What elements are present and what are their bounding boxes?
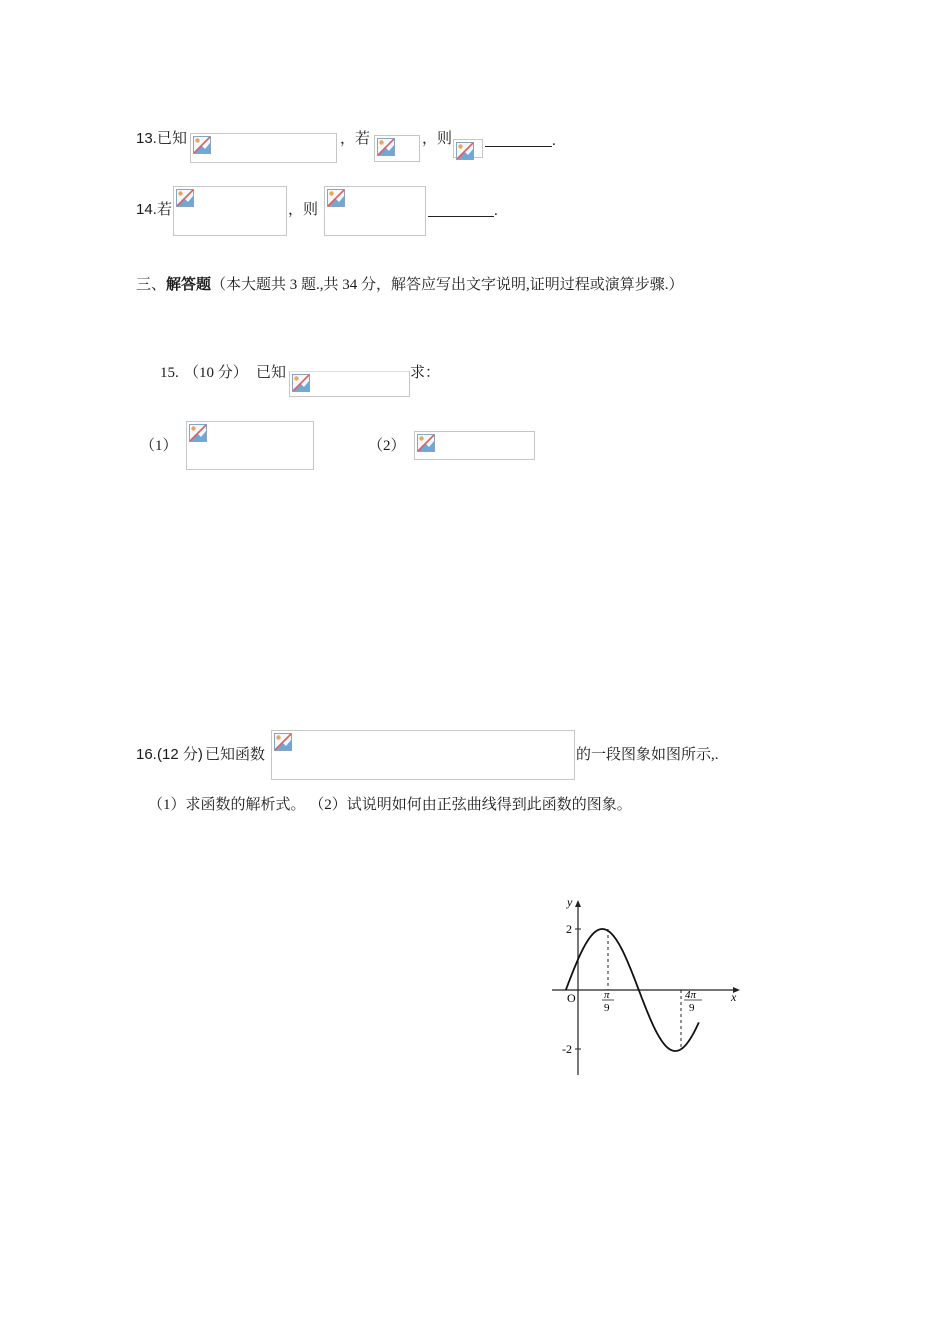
broken-image-icon: [193, 136, 211, 154]
q15-part-1-label: （1）: [140, 438, 178, 454]
y-tick-label-2: 2: [566, 922, 572, 936]
x-axis-label: x: [731, 990, 737, 1004]
x-tick-2-denominator: 9: [689, 1002, 695, 1014]
section-3-title: 解答题: [166, 277, 212, 293]
broken-image-icon: [176, 189, 194, 207]
q14-lead-text: 若: [157, 202, 173, 218]
broken-image-icon: [292, 374, 310, 392]
q14-end-period: .: [494, 203, 498, 219]
sine-graph: [540, 890, 755, 1085]
section-3-description: （本大题共 3 题.,共 34 分，解答应写出文字说明,证明过程或演算步骤.）: [211, 277, 684, 293]
x-tick-1-numerator: π: [604, 989, 610, 1001]
broken-image-icon: [417, 434, 435, 452]
q15-part-2-image: [414, 431, 535, 460]
q13-then-text: ，则: [422, 131, 453, 147]
q13-formula-image-2: [374, 135, 420, 162]
q16-tail-text: 的一段图象如图所示,.: [576, 747, 719, 763]
q15-part-1-image: [186, 421, 314, 470]
q13-answer-blank: [485, 146, 552, 147]
q14-answer-blank: [428, 216, 494, 217]
q14-formula-image-2: [324, 186, 426, 236]
q16-subquestions: （1）求函数的解析式。 （2）试说明如何由正弦曲线得到此函数的图象。: [148, 797, 632, 813]
x-tick-2-numerator: 4π: [685, 989, 697, 1001]
broken-image-icon: [189, 424, 207, 442]
q16-score: (12 分): [157, 746, 203, 763]
q14-then-text: ，则: [288, 202, 319, 218]
q15-formula-image: [289, 371, 410, 397]
origin-label: O: [567, 991, 576, 1005]
q13-formula-image-1: [190, 133, 337, 163]
y-axis-label: y: [567, 895, 573, 909]
q16-lead-text: 已知函数: [205, 747, 266, 763]
q13-lead-text: 已知: [157, 131, 188, 147]
q15-lead-text: 已知: [256, 365, 287, 381]
broken-image-icon: [327, 189, 345, 207]
x-tick-1-denominator: 9: [604, 1002, 610, 1014]
y-axis-arrow: [575, 900, 581, 907]
q16-function-image: [271, 730, 575, 780]
q15-ask-text: 求：: [410, 365, 441, 381]
section-3-heading: [136, 275, 684, 295]
q15-part-2-label: （2）: [368, 438, 406, 454]
q16-number: 16.: [136, 746, 157, 763]
q14-formula-image-1: [173, 186, 287, 236]
q15-number: 15.: [160, 365, 179, 381]
y-tick-label-neg2: -2: [562, 1042, 572, 1056]
q13-if-text: ，若: [340, 131, 371, 147]
q14-number: 14.: [136, 201, 157, 218]
q13-formula-image-3: [453, 139, 483, 158]
broken-image-icon: [274, 733, 292, 751]
q13-number: 13.: [136, 130, 157, 147]
broken-image-icon: [377, 138, 395, 156]
broken-image-icon: [456, 142, 474, 160]
section-3-number: 三、: [136, 277, 167, 293]
q15-score: （10 分）: [184, 365, 248, 381]
q13-end-period: .: [552, 133, 556, 149]
